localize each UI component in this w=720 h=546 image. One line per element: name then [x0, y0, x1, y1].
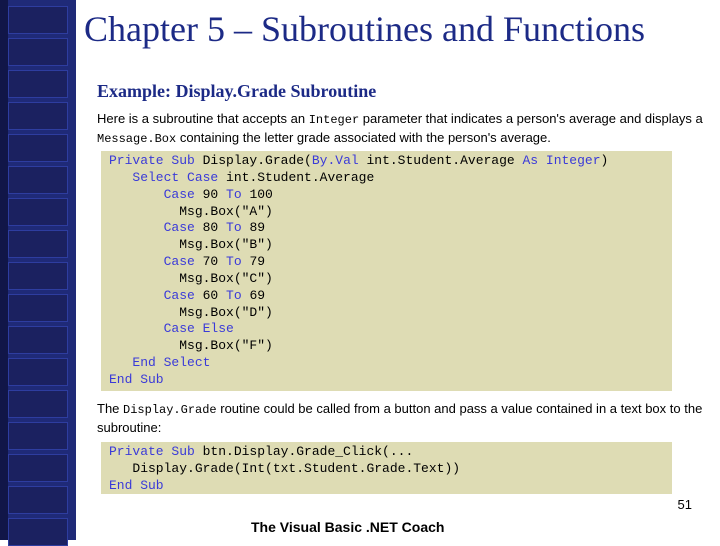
code-text	[109, 187, 164, 202]
code-text: 60	[194, 287, 227, 303]
code-keyword: Select Case	[132, 169, 219, 185]
code-text: 90	[194, 186, 227, 202]
code-keyword: Case	[163, 287, 195, 303]
code-text: 80	[194, 220, 227, 236]
code-text: btn.Display.Grade_Click(...	[194, 444, 414, 459]
sidebar-tile	[8, 518, 68, 546]
code-keyword: End Select	[132, 355, 211, 371]
code-line	[109, 237, 664, 254]
code-line	[109, 321, 664, 338]
code-keyword: End Sub	[109, 371, 164, 387]
subroutine-code-block	[101, 151, 672, 391]
code-keyword: Private Sub	[109, 153, 195, 168]
code-text	[109, 254, 164, 269]
code-text	[109, 170, 132, 185]
code-keyword: As Integer	[522, 153, 601, 168]
code-text: 69	[241, 287, 266, 303]
code-text: )	[600, 153, 609, 168]
intro-paragraph	[97, 110, 707, 148]
code-keyword: To	[226, 254, 242, 270]
code-text: Msg.Box("D")	[109, 304, 273, 320]
code-keyword: End Sub	[109, 477, 164, 493]
sidebar-tile	[8, 358, 68, 386]
code-line	[109, 355, 664, 372]
code-line	[109, 254, 664, 271]
code-text: 100	[241, 186, 273, 202]
code-text	[109, 355, 132, 370]
sidebar-tile	[8, 230, 68, 258]
code-keyword: Case	[163, 254, 195, 270]
call-code-block	[101, 442, 672, 494]
intro-code-messagebox: Message.Box	[97, 132, 177, 146]
sidebar-tile	[8, 422, 68, 450]
call-paragraph	[97, 400, 707, 436]
code-keyword: Private Sub	[109, 444, 195, 459]
sidebar-tile	[8, 166, 68, 194]
sidebar-tile	[8, 454, 68, 482]
sidebar-rail	[0, 0, 8, 540]
sidebar-tile	[8, 102, 68, 130]
sidebar-tile	[8, 134, 68, 162]
code-line	[109, 478, 664, 495]
code-text: Msg.Box("B")	[109, 237, 273, 253]
intro-text-2: parameter that indicates a person's average and displays a	[359, 111, 703, 126]
intro-text-3: containing the letter grade associated with the person's average.	[176, 130, 551, 145]
sidebar-tile	[8, 326, 68, 354]
code-text: Display.Grade(	[194, 153, 312, 168]
code-line	[109, 187, 664, 204]
code-line	[109, 338, 664, 355]
code-line	[109, 288, 664, 305]
sidebar-tile	[8, 198, 68, 226]
code-keyword: Case Else	[163, 321, 234, 337]
page-number: 51	[677, 497, 692, 512]
code-text: Msg.Box("F")	[109, 338, 273, 354]
code-keyword: To	[226, 186, 242, 202]
intro-text-1: Here is a subroutine that accepts an	[97, 111, 309, 126]
sidebar-decoration	[0, 0, 76, 540]
code-line	[109, 372, 664, 389]
sidebar-tile	[8, 294, 68, 322]
code-keyword: By.Val	[311, 153, 359, 168]
sidebar-tile	[8, 38, 68, 66]
code-line	[109, 271, 664, 288]
sidebar-tile	[8, 6, 68, 34]
code-line	[109, 153, 664, 170]
code-text: Msg.Box("A")	[109, 203, 273, 219]
sidebar-tile	[8, 486, 68, 514]
sidebar-tile	[8, 70, 68, 98]
call-code-displaygrade: Display.Grade	[123, 403, 217, 417]
code-line	[109, 444, 664, 461]
code-text	[109, 220, 164, 235]
code-text: int.Student.Average	[358, 153, 523, 168]
code-line	[109, 204, 664, 221]
footer-text: The Visual Basic .NET Coach	[251, 519, 445, 535]
sidebar-tile	[8, 390, 68, 418]
sidebar-tile	[8, 262, 68, 290]
code-keyword: Case	[163, 220, 195, 236]
code-text: Display.Grade(Int(txt.Student.Grade.Text))	[109, 460, 461, 476]
code-line	[109, 170, 664, 187]
code-text: Msg.Box("C")	[109, 270, 273, 286]
code-keyword: To	[226, 287, 242, 303]
intro-code-integer: Integer	[308, 113, 360, 127]
code-line	[109, 305, 664, 322]
code-line	[109, 220, 664, 237]
code-line	[109, 461, 664, 478]
code-text: int.Student.Average	[218, 169, 375, 185]
call-text-1: The	[97, 401, 124, 416]
code-text: 70	[194, 254, 227, 270]
code-text	[109, 288, 164, 303]
code-keyword: Case	[163, 186, 195, 202]
code-text: 89	[241, 220, 266, 236]
code-keyword: To	[226, 220, 242, 236]
code-text	[109, 321, 164, 336]
slide-subtitle: Example: Display.Grade Subroutine	[97, 81, 377, 101]
code-text: 79	[241, 254, 266, 270]
call-text-2: routine could be called from a button and pass a value contained in a text box to the subroutine:	[97, 401, 703, 435]
slide-title: Chapter 5 – Subroutines and Functions	[84, 9, 645, 49]
